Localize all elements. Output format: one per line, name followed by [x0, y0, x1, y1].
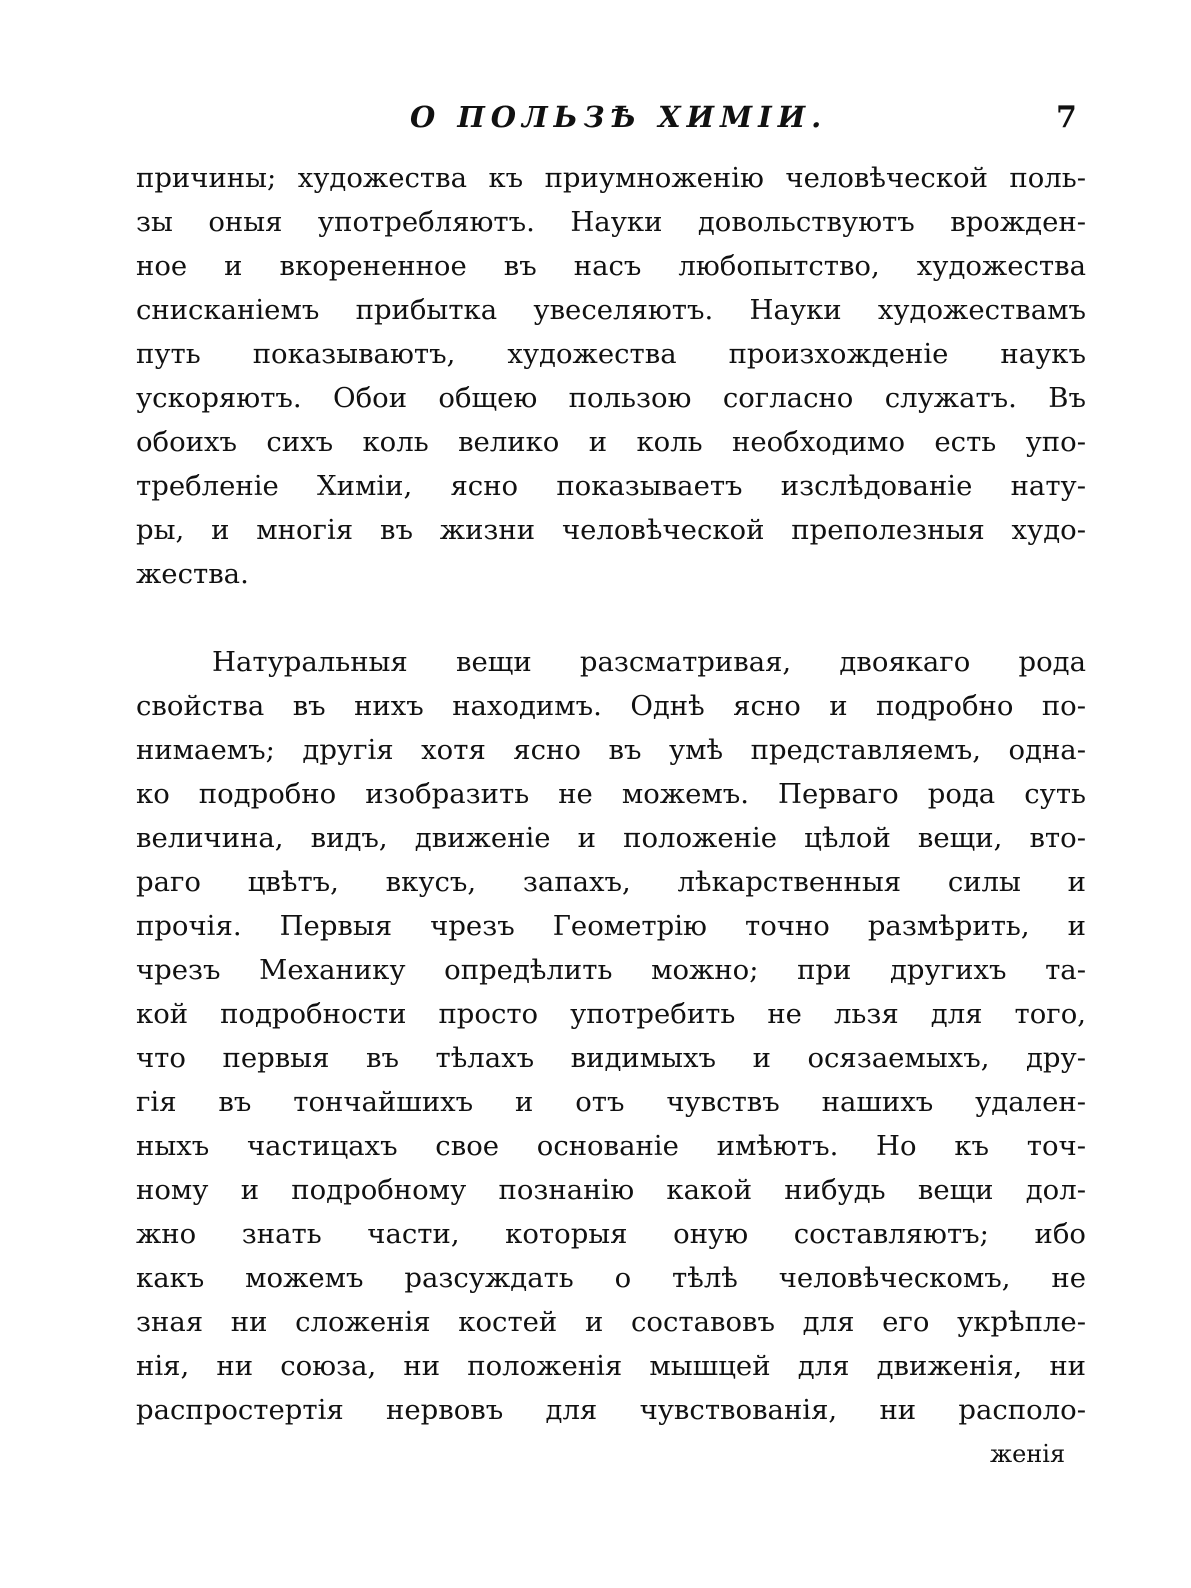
text-line: ныхъ частицахъ свое основаніе имѣютъ. Но къ точ- [136, 1130, 1086, 1162]
text-line: какъ можемъ разсуждать о тѣлѣ человѣческомъ, не [136, 1262, 1086, 1294]
running-title: О ПОЛЬЗѢ ХИМІИ. [410, 100, 828, 134]
text-line: что первыя въ тѣлахъ видимыхъ и осязаемыхъ, дру- [136, 1042, 1086, 1074]
text-line: путь показываютъ, художества произхожденіе наукъ [136, 338, 1086, 370]
text-line: ускоряютъ. Обои общею пользою согласно служатъ. Въ [136, 382, 1086, 414]
text-line: зная ни сложенія костей и составовъ для его укрѣпле- [136, 1306, 1086, 1338]
text-line: чрезъ Механику опредѣлить можно; при другихъ та- [136, 954, 1086, 986]
page-number: 7 [1056, 100, 1077, 135]
text-line: распростертія нервовъ для чувствованія, ни располо- [136, 1394, 1086, 1426]
text-line: ному и подробному познанію какой нибудь вещи дол- [136, 1174, 1086, 1206]
text-line: причины; художества къ приумноженію человѣческой поль- [136, 162, 1086, 194]
text-line: ры, и многія въ жизни человѣческой преполезныя худо- [136, 514, 1086, 546]
text-line: зы оныя употребляютъ. Науки довольствуютъ врожден- [136, 206, 1086, 238]
text-line: требленіе Химіи, ясно показываетъ изслѣдованіе нату- [136, 470, 1086, 502]
text-line: кой подробности просто употребить не льзя для того, [136, 998, 1086, 1030]
text-line: прочія. Первыя чрезъ Геометрію точно размѣрить, и [136, 910, 1086, 942]
text-line: нимаемъ; другія хотя ясно въ умѣ представляемъ, одна- [136, 734, 1086, 766]
text-line: жества. [136, 558, 249, 590]
text-line: обоихъ сихъ коль велико и коль необходимо есть упо- [136, 426, 1086, 458]
text-line: раго цвѣтъ, вкусъ, запахъ, лѣкарственныя силы и [136, 866, 1086, 898]
text-line: жно знать части, которыя оную составляютъ; ибо [136, 1218, 1086, 1250]
text-line: ное и вкорененное въ насъ любопытство, художества [136, 250, 1086, 282]
text-line: гія въ тончайшихъ и отъ чувствъ нашихъ удален- [136, 1086, 1086, 1118]
text-line: Натуральныя вещи разсматривая, двоякаго рода [212, 646, 1086, 678]
text-line: ко подробно изобразить не можемъ. Перваго рода суть [136, 778, 1086, 810]
text-line: величина, видъ, движеніе и положеніе цѣлой вещи, вто- [136, 822, 1086, 854]
catchword: женія [990, 1440, 1066, 1468]
text-line: свойства въ нихъ находимъ. Однѣ ясно и подробно по- [136, 690, 1086, 722]
running-head [0, 100, 1191, 150]
text-line: нія, ни союза, ни положенія мышцей для движенія, ни [136, 1350, 1086, 1382]
text-line: снисканіемъ прибытка увеселяютъ. Науки художествамъ [136, 294, 1086, 326]
